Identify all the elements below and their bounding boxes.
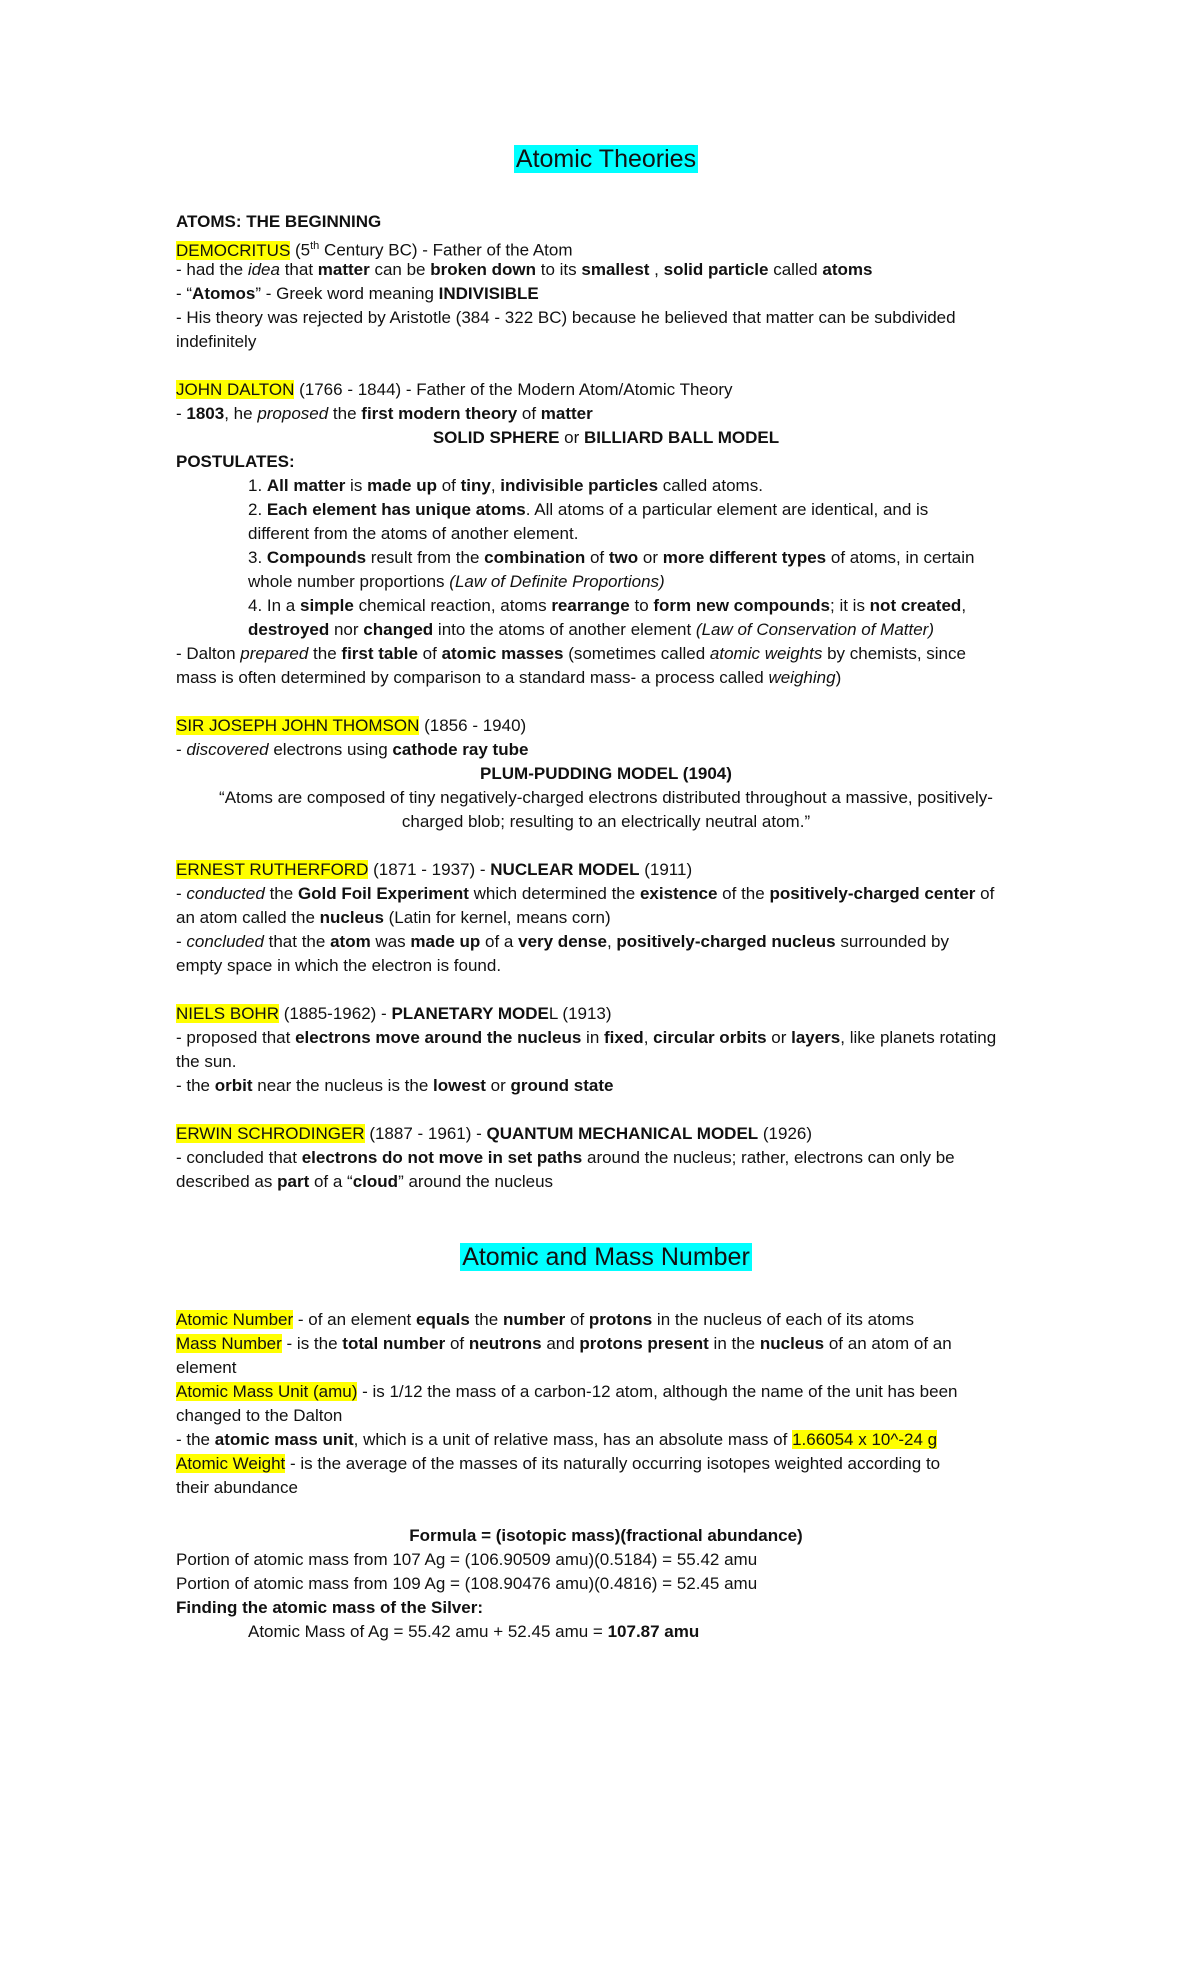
highlighted-text: NIELS BOHR [176,1004,279,1023]
text-line [176,666,841,690]
text-segment: combination [484,548,586,567]
text-segment: positively-charged nucleus [616,932,836,951]
postulate-item [248,498,928,522]
text-segment: ground state [510,1076,614,1095]
text-segment: the sun. [176,1052,237,1071]
text-line [176,1404,342,1428]
text-line [176,738,528,762]
text-segment: - Dalton [176,644,241,663]
text-segment: matter [317,260,370,279]
text-segment: 107.87 amu [607,1622,700,1641]
text-segment: is [345,476,368,495]
postulates-heading [176,450,295,474]
text-segment: SOLID SPHERE [432,428,560,447]
text-segment: first modern theory [361,404,518,423]
text-segment: chemical reaction, atoms [353,596,552,615]
text-segment: element [176,1358,237,1377]
text-line [176,858,692,882]
text-line [176,1572,757,1596]
text-segment: - [176,884,187,903]
text-segment: conducted [186,884,265,903]
highlighted-text: Atomic Number [176,1310,294,1329]
text-segment: Atomos [192,284,256,303]
text-segment: in [581,1028,605,1047]
text-segment: (Latin for kernel, means corn) [383,908,611,927]
text-segment: (sometimes called [563,644,710,663]
text-segment: - had the [176,260,248,279]
text-segment: ; it is [830,596,870,615]
text-segment: surrounded by [835,932,949,951]
text-segment: total number [342,1334,446,1353]
text-segment: first table [341,644,418,663]
quote-line [176,786,1036,810]
postulate-item [248,570,665,594]
text-segment: cloud [352,1172,399,1191]
text-segment: , which is a unit of relative mass, has an absolute mass of [353,1430,793,1449]
text-segment: changed [363,620,434,639]
text-segment: into the atoms of another element [433,620,696,639]
text-segment: in the [708,1334,760,1353]
text-segment: atom [330,932,371,951]
text-segment: th [310,240,320,252]
text-segment: 1. [248,476,267,495]
text-segment: made up [367,476,437,495]
text-segment: charged blob; resulting to an electrically neutral atom.” [401,812,811,831]
text-segment: neutrons [468,1334,542,1353]
text-segment: indefinitely [176,332,257,351]
text-segment: . All atoms of a particular element are identical, and is [525,500,929,519]
text-segment: concluded [186,932,264,951]
text-segment: - [176,404,187,423]
text-segment: atomic mass unit [214,1430,354,1449]
text-segment: (1926) [758,1124,813,1143]
text-segment: changed to the Dalton [176,1406,343,1425]
text-line [176,1050,237,1074]
model-heading [176,762,1036,786]
text-line [176,1170,553,1194]
text-segment: lowest [433,1076,486,1095]
text-segment: tiny [460,476,491,495]
text-line [176,306,956,330]
text-segment: nucleus [319,908,384,927]
text-segment: electrons using [268,740,393,759]
text-segment: Portion of atomic mass from 109 Ag = (108.90476 amu)(0.4816) = 52.45 amu [176,1574,758,1593]
text-segment: - the [176,1076,215,1095]
text-segment: their abundance [176,1478,298,1497]
text-segment: of an atom of an [824,1334,952,1353]
text-line [176,258,872,282]
text-segment: made up [410,932,481,951]
text-segment: electrons do not move in set paths [301,1148,583,1167]
text-segment: around the nucleus; rather, electrons can only be [582,1148,955,1167]
text-segment: 3. [248,548,267,567]
text-segment: number [502,1310,566,1329]
model-heading [176,426,1036,450]
text-segment: protons [588,1310,653,1329]
text-segment: - the [176,1430,215,1449]
text-line [176,1356,236,1380]
text-segment: the [308,644,342,663]
text-segment: was [370,932,411,951]
text-segment: more different types [662,548,827,567]
highlighted-text: ERNEST RUTHERFORD [176,860,369,879]
text-segment: (1885-1962) - [278,1004,392,1023]
text-line [176,1074,613,1098]
text-segment: rearrange [551,596,630,615]
text-segment: in the nucleus of each of its atoms [652,1310,914,1329]
text-segment: Portion of atomic mass from 107 Ag = (106.90509 amu)(0.5184) = 55.42 amu [176,1550,758,1569]
text-segment: atoms [822,260,873,279]
text-segment: of [417,644,442,663]
text-segment: electrons move around the nucleus [295,1028,582,1047]
highlighted-text: Atomic Mass Unit (amu) [176,1382,358,1401]
postulate-item [248,594,966,618]
text-segment: - is the [281,1334,343,1353]
text-segment: result from the [366,548,485,567]
text-segment: or [559,428,584,447]
text-line [176,282,539,306]
text-segment: an atom called the [176,908,320,927]
text-segment: cathode ray tube [392,740,529,759]
text-line [176,930,949,954]
text-line [176,378,733,402]
text-segment: and [541,1334,580,1353]
text-segment: ” around the nucleus [398,1172,554,1191]
text-segment: PLUM-PUDDING MODEL (1904) [480,764,732,783]
text-segment: atomic weights [709,644,823,663]
text-line [176,1452,940,1476]
text-segment: , [490,476,501,495]
text-segment: smallest [581,260,650,279]
text-segment: proposed [257,404,329,423]
text-segment: different from the atoms of another element. [248,524,579,543]
highlighted-text: SIR JOSEPH JOHN THOMSON [176,716,420,735]
postulate-item [248,474,763,498]
text-segment: whole number proportions [248,572,450,591]
text-line [176,1380,957,1404]
text-line [176,714,526,738]
text-segment: fixed [604,1028,644,1047]
text-segment: weighing [768,668,836,687]
text-line [176,1332,952,1356]
text-segment: - [176,740,187,759]
text-segment: ) [835,668,842,687]
text-segment: of [585,548,609,567]
text-segment: - is 1/12 the mass of a carbon-12 atom, although the name of the unit has been [357,1382,958,1401]
text-segment: - His theory was rejected by Aristotle (384 - 322 BC) because he believed that matter can be subdivided [176,308,956,327]
text-segment: , [643,1028,654,1047]
text-segment: discovered [186,740,269,759]
text-segment: QUANTUM MECHANICAL MODEL [486,1124,759,1143]
text-segment: , [606,932,617,951]
text-line [176,642,966,666]
text-segment: (1871 - 1937) - [368,860,491,879]
text-segment: BILLIARD BALL MODEL [583,428,780,447]
text-segment: indivisible particles [500,476,659,495]
text-segment: equals [415,1310,470,1329]
highlighted-text: DEMOCRITUS [176,240,291,260]
text-segment: layers [791,1028,841,1047]
text-segment: of a [480,932,519,951]
text-segment: L (1913) [548,1004,612,1023]
text-segment: of [975,884,995,903]
text-segment: Formula = (isotopic mass)(fractional abundance) [409,1526,803,1545]
text-segment: - [176,932,187,951]
result-line [248,1620,699,1644]
text-line [176,882,994,906]
text-segment: orbit [214,1076,253,1095]
text-segment: (5 [290,240,311,260]
quote-line [176,810,1036,834]
text-segment: All matter [266,476,346,495]
text-segment: of a “ [309,1172,353,1191]
text-segment: nor [329,620,364,639]
text-line [176,1146,955,1170]
text-segment: near the nucleus is the [252,1076,434,1095]
text-segment: nucleus [759,1334,825,1353]
text-segment: called atoms. [658,476,763,495]
section-title-atomic-theories: Atomic Theories [515,145,697,173]
text-segment: , [961,596,967,615]
text-segment: Atomic Mass of Ag = 55.42 amu + 52.45 amu = [248,1622,608,1641]
highlighted-text: Mass Number [176,1334,282,1353]
text-line [176,210,381,234]
highlighted-text: ERWIN SCHRODINGER [176,1124,365,1143]
text-line [176,1308,914,1332]
text-segment: broken down [430,260,537,279]
text-segment: , like planets rotating [840,1028,997,1047]
text-segment: (Law of Conservation of Matter) [695,620,935,639]
text-segment: 2. [248,500,267,519]
text-segment: part [277,1172,310,1191]
text-segment: the [264,884,298,903]
text-segment: solid particle [663,260,769,279]
text-line [176,1002,612,1026]
text-segment: (Law of Definite Proportions) [449,572,665,591]
text-line [176,1548,757,1572]
text-segment: not created [869,596,962,615]
text-segment: two [608,548,639,567]
text-segment: Compounds [266,548,367,567]
text-line [176,1026,996,1050]
text-segment: (1766 - 1844) - Father of the Modern Atom/Atomic Theory [294,380,733,399]
text-segment: ATOMS: THE BEGINNING [176,212,382,231]
postulate-item [248,522,578,546]
text-segment: or [638,548,663,567]
text-line [176,1596,483,1620]
text-segment: - of an element [293,1310,416,1329]
text-segment: of [436,476,461,495]
section-title-atomic-mass-number: Atomic and Mass Number [462,1243,750,1271]
text-segment: ” - Greek word meaning [255,284,439,303]
highlighted-text: JOHN DALTON [176,380,295,399]
text-segment: idea [247,260,280,279]
text-segment: mass is often determined by comparison to a standard mass- a process called [176,668,769,687]
text-line [176,1476,298,1500]
text-segment: or [766,1028,792,1047]
postulate-item [248,618,934,642]
text-segment: form new compounds [653,596,830,615]
highlighted-text: Atomic Weight [176,1454,286,1473]
text-line [176,330,256,354]
text-segment: Century BC) - Father of the Atom [319,240,573,260]
text-segment: the [328,404,362,423]
text-segment: existence [639,884,718,903]
text-segment: of [445,1334,469,1353]
text-segment: 1803 [186,404,225,423]
text-segment: called [768,260,823,279]
text-segment: positively-charged center [769,884,976,903]
text-line [176,954,501,978]
text-segment: atomic masses [441,644,564,663]
text-segment: Each element has unique atoms [266,500,526,519]
text-segment: - “ [176,284,193,303]
text-segment: PLANETARY MODE [391,1004,549,1023]
text-segment: simple [299,596,354,615]
text-line [176,1428,937,1452]
postulate-item [248,546,974,570]
text-segment: very dense [518,932,607,951]
text-segment: - proposed that [176,1028,296,1047]
text-segment: that [279,260,318,279]
text-line [176,1122,812,1146]
text-segment: of [565,1310,589,1329]
text-segment: matter [540,404,593,423]
text-segment: , he [224,404,258,423]
text-segment: - is the average of the masses of its naturally occurring isotopes weighted according to [285,1454,941,1473]
text-segment: (1887 - 1961) - [364,1124,487,1143]
text-segment: or [485,1076,511,1095]
text-line [176,906,611,930]
text-segment: (1856 - 1940) [419,716,527,735]
text-segment: (1911) [639,860,693,879]
text-segment: to [629,596,654,615]
text-segment: prepared [240,644,309,663]
text-segment: by chemists, since [822,644,966,663]
text-segment: circular orbits [653,1028,767,1047]
text-segment: of atoms, in certain [826,548,975,567]
text-segment: of [517,404,541,423]
text-segment: which determined the [468,884,640,903]
text-segment: Gold Foil Experiment [297,884,469,903]
text-segment: the [469,1310,503,1329]
text-segment: , [649,260,664,279]
text-segment: - concluded that [176,1148,302,1167]
text-segment: protons present [579,1334,709,1353]
text-segment: POSTULATES: [176,452,295,471]
text-segment: Finding the atomic mass of the Silver: [176,1598,483,1617]
text-segment: described as [176,1172,278,1191]
text-segment: “Atoms are composed of tiny negatively-charged electrons distributed throughout a massive, positively- [219,788,993,807]
text-line [176,402,593,426]
highlighted-text: 1.66054 x 10^-24 g [792,1430,938,1449]
text-segment: to its [536,260,582,279]
text-segment: can be [369,260,431,279]
formula-heading [176,1524,1036,1548]
text-segment: of the [717,884,770,903]
text-segment: destroyed [248,620,330,639]
text-segment: INDIVISIBLE [438,284,539,303]
text-segment: that the [263,932,331,951]
text-segment: empty space in which the electron is found. [176,956,502,975]
text-segment: 4. In a [248,596,300,615]
text-segment: NUCLEAR MODEL [490,860,640,879]
